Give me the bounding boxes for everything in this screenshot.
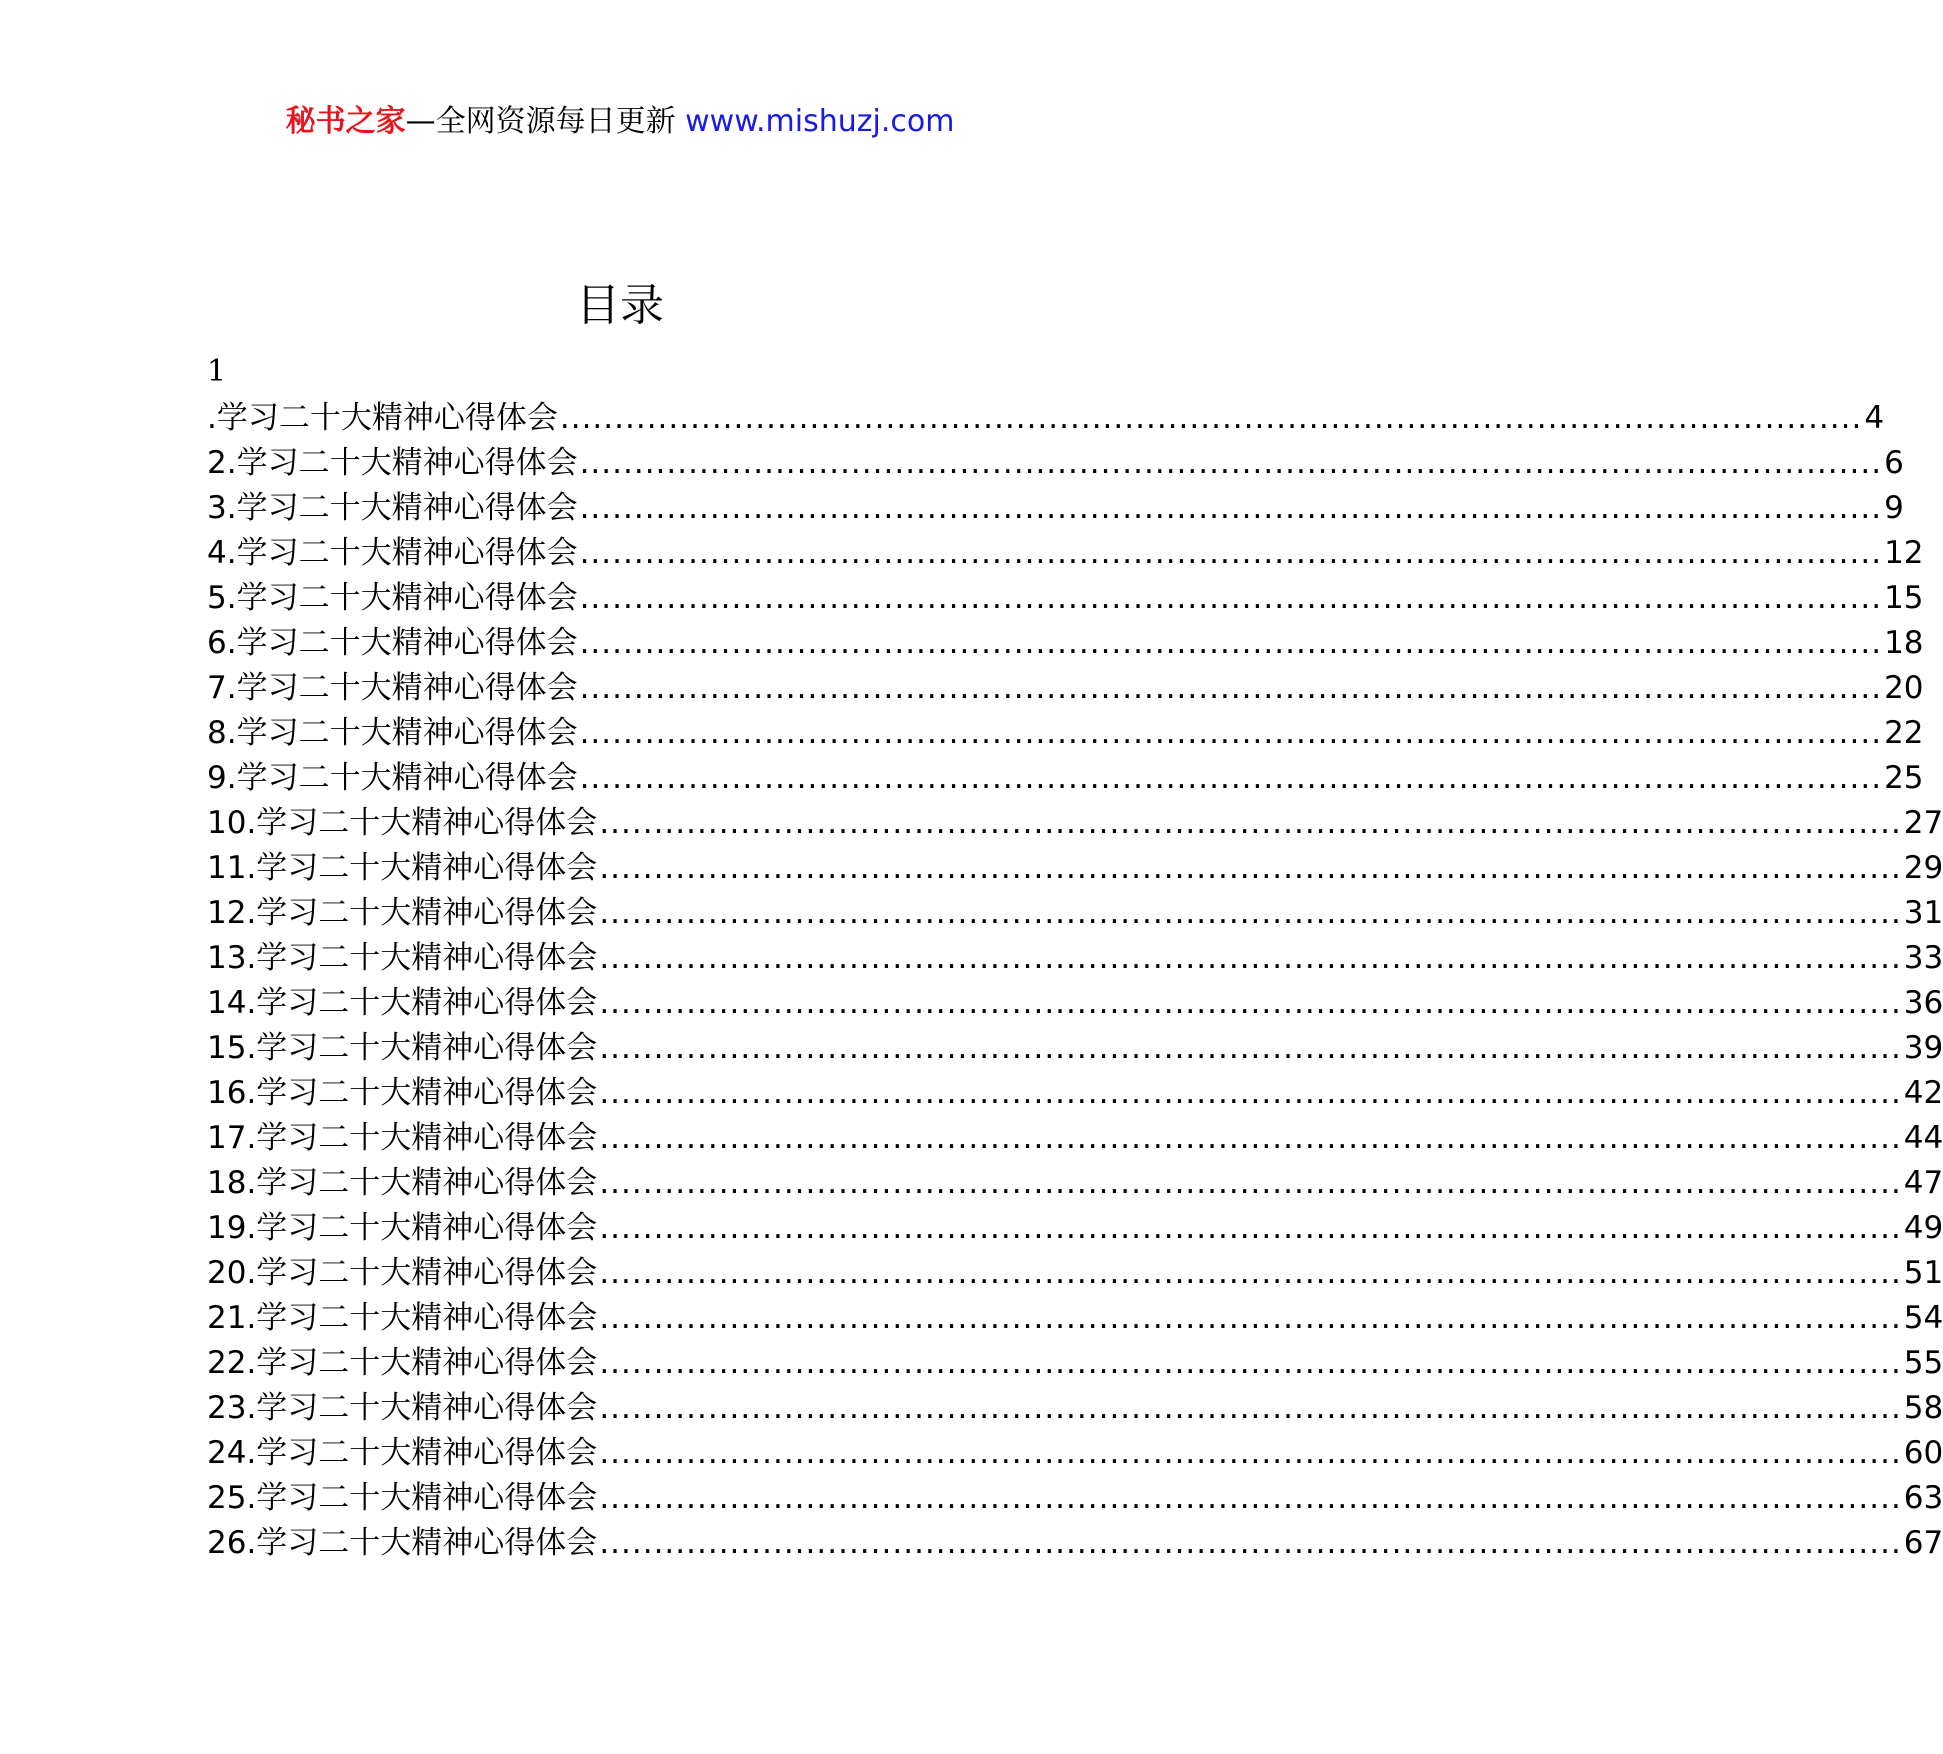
toc-entry-title: 9.学习二十大精神心得体会 [207, 760, 578, 796]
toc-entry-title: 10.学习二十大精神心得体会 [207, 805, 598, 841]
toc-entry-page-number: 9 [1884, 490, 1904, 526]
toc-dot-leader: ........................................................................................................................ [579, 760, 1883, 796]
toc-dot-leader: ........................................................................................................................ [599, 850, 1902, 886]
toc-entry-title: 22.学习二十大精神心得体会 [207, 1345, 598, 1381]
toc-dot-leader: ........................................................................................................................ [579, 535, 1883, 571]
toc-entry[interactable] [207, 531, 1924, 576]
toc-entry-title: 19.学习二十大精神心得体会 [207, 1210, 598, 1246]
toc-entry-title: 20.学习二十大精神心得体会 [207, 1255, 598, 1291]
toc-entry[interactable] [207, 441, 1904, 486]
toc-entry-page-number: 18 [1884, 625, 1924, 661]
toc-dot-leader: ........................................................................................................................ [599, 805, 1902, 841]
toc-dot-leader: ........................................................................................................................ [599, 1300, 1902, 1336]
toc-entry-page-number: 22 [1884, 715, 1924, 751]
toc-entry-title: 4.学习二十大精神心得体会 [207, 535, 578, 571]
toc-entry[interactable] [207, 891, 1943, 936]
toc-dot-leader: ........................................................................................................................ [599, 1480, 1902, 1516]
toc-entry[interactable] [207, 711, 1924, 756]
toc-entry-page-number: 49 [1903, 1210, 1943, 1246]
toc-entry-page-number: 47 [1903, 1165, 1943, 1201]
toc-entry-page-number: 12 [1884, 535, 1924, 571]
toc-dot-leader: ........................................................................................................................ [599, 1075, 1902, 1111]
toc-dot-leader: ........................................................................................................................ [599, 1390, 1902, 1426]
page-title: 目录 [576, 280, 664, 331]
toc-entry-title: 21.学习二十大精神心得体会 [207, 1300, 598, 1336]
toc-dot-leader: ........................................................................................................................ [559, 400, 1863, 436]
toc-entry-title: 7.学习二十大精神心得体会 [207, 670, 578, 706]
toc-entry-title: 2.学习二十大精神心得体会 [207, 445, 578, 481]
header-slogan: —全网资源每日更新 [405, 104, 676, 139]
toc-entry[interactable] [207, 1386, 1943, 1431]
toc-entry[interactable] [207, 486, 1904, 531]
toc-entry[interactable] [207, 936, 1943, 981]
toc-entry-title: 23.学习二十大精神心得体会 [207, 1390, 598, 1426]
toc-entry[interactable] [207, 1161, 1943, 1206]
toc-entry-title: 11.学习二十大精神心得体会 [207, 850, 598, 886]
site-header [0, 100, 1240, 144]
toc-entry-title: 13.学习二十大精神心得体会 [207, 940, 598, 976]
toc-entry-title: 14.学习二十大精神心得体会 [207, 985, 598, 1021]
toc-entry[interactable] [207, 1296, 1943, 1341]
toc-dot-leader: ........................................................................................................................ [599, 1210, 1902, 1246]
table-of-contents [207, 396, 1943, 1566]
toc-entry-page-number: 27 [1903, 805, 1943, 841]
toc-entry-title: 8.学习二十大精神心得体会 [207, 715, 578, 751]
toc-entry[interactable] [207, 1026, 1943, 1071]
toc-entry-title: 25.学习二十大精神心得体会 [207, 1480, 598, 1516]
toc-entry-title: 16.学习二十大精神心得体会 [207, 1075, 598, 1111]
toc-orphan-number: 1 [207, 354, 227, 389]
toc-entry-page-number: 29 [1903, 850, 1943, 886]
toc-entry-page-number: 54 [1903, 1300, 1943, 1336]
toc-entry-title: 5.学习二十大精神心得体会 [207, 580, 578, 616]
toc-dot-leader: ........................................................................................................................ [599, 940, 1902, 976]
toc-entry[interactable] [207, 846, 1943, 891]
toc-entry-page-number: 15 [1884, 580, 1924, 616]
toc-entry-title: 18.学习二十大精神心得体会 [207, 1165, 598, 1201]
site-url-link[interactable]: www.mishuzj.com [685, 104, 955, 139]
toc-entry[interactable] [207, 666, 1924, 711]
toc-entry[interactable] [207, 1476, 1943, 1521]
toc-entry[interactable] [207, 1071, 1943, 1116]
toc-entry-title: 17.学习二十大精神心得体会 [207, 1120, 598, 1156]
toc-entry[interactable] [207, 1431, 1943, 1476]
toc-entry[interactable] [207, 756, 1924, 801]
toc-entry-page-number: 58 [1903, 1390, 1943, 1426]
toc-entry[interactable] [207, 981, 1943, 1026]
toc-dot-leader: ........................................................................................................................ [579, 490, 1883, 526]
toc-entry-page-number: 67 [1903, 1525, 1943, 1561]
toc-entry-page-number: 55 [1903, 1345, 1943, 1381]
brand-name: 秘书之家 [285, 104, 406, 139]
toc-dot-leader: ........................................................................................................................ [599, 1525, 1902, 1561]
toc-entry[interactable] [207, 1251, 1943, 1296]
toc-entry-page-number: 39 [1903, 1030, 1943, 1066]
toc-dot-leader: ........................................................................................................................ [599, 1120, 1902, 1156]
toc-dot-leader: ........................................................................................................................ [579, 625, 1883, 661]
toc-dot-leader: ........................................................................................................................ [599, 895, 1902, 931]
toc-dot-leader: ........................................................................................................................ [579, 715, 1883, 751]
toc-dot-leader: ........................................................................................................................ [599, 1165, 1902, 1201]
toc-entry[interactable] [207, 801, 1943, 846]
toc-dot-leader: ........................................................................................................................ [579, 670, 1883, 706]
toc-entry-page-number: 6 [1884, 445, 1904, 481]
toc-entry-page-number: 31 [1903, 895, 1943, 931]
toc-dot-leader: ........................................................................................................................ [599, 1345, 1902, 1381]
toc-entry[interactable] [207, 1341, 1943, 1386]
toc-dot-leader: ........................................................................................................................ [599, 1435, 1902, 1471]
toc-entry-page-number: 51 [1903, 1255, 1943, 1291]
toc-entry-page-number: 60 [1903, 1435, 1943, 1471]
toc-entry-page-number: 33 [1903, 940, 1943, 976]
toc-dot-leader: ........................................................................................................................ [579, 580, 1883, 616]
toc-entry-title: 26.学习二十大精神心得体会 [207, 1525, 598, 1561]
toc-entry[interactable] [207, 1521, 1943, 1566]
toc-entry-page-number: 63 [1903, 1480, 1943, 1516]
toc-entry-page-number: 36 [1903, 985, 1943, 1021]
toc-entry-page-number: 25 [1884, 760, 1924, 796]
toc-entry-title: 3.学习二十大精神心得体会 [207, 490, 578, 526]
toc-entry-title: 12.学习二十大精神心得体会 [207, 895, 598, 931]
toc-entry-page-number: 42 [1903, 1075, 1943, 1111]
toc-dot-leader: ........................................................................................................................ [599, 1255, 1902, 1291]
toc-entry[interactable] [207, 621, 1924, 666]
toc-entry[interactable] [207, 1206, 1943, 1251]
toc-entry-page-number: 4 [1864, 400, 1885, 436]
toc-entry[interactable] [207, 576, 1924, 621]
toc-entry-title: 6.学习二十大精神心得体会 [207, 625, 578, 661]
toc-entry-page-number: 44 [1903, 1120, 1943, 1156]
toc-dot-leader: ........................................................................................................................ [599, 1030, 1902, 1066]
toc-entry-title: 24.学习二十大精神心得体会 [207, 1435, 598, 1471]
toc-entry[interactable] [207, 1116, 1943, 1161]
toc-entry-title: 15.学习二十大精神心得体会 [207, 1030, 598, 1066]
toc-entry-title: .学习二十大精神心得体会 [207, 400, 558, 436]
toc-dot-leader: ........................................................................................................................ [579, 445, 1883, 481]
toc-entry[interactable] [207, 396, 1885, 441]
toc-dot-leader: ........................................................................................................................ [599, 985, 1902, 1021]
toc-entry-page-number: 20 [1884, 670, 1924, 706]
